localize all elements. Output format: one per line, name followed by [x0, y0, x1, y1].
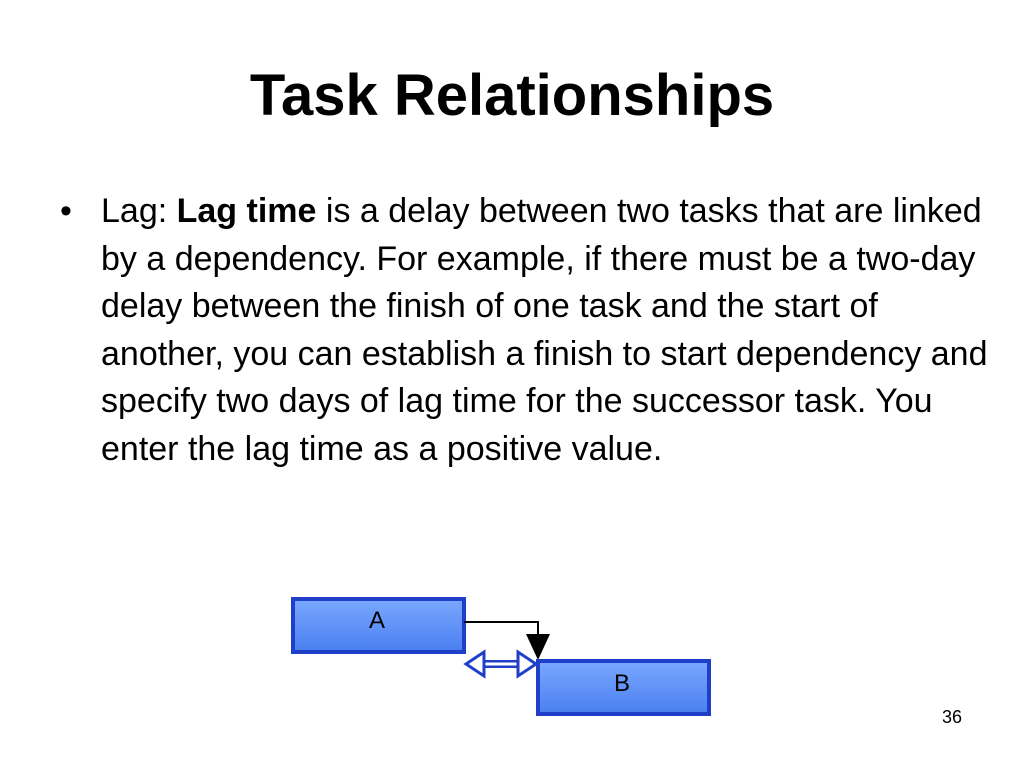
bullet-marker: •	[60, 192, 72, 230]
dependency-connector	[464, 622, 538, 634]
bullet-text: is a delay between two tasks that are linked by a dependency. For example, if there must be a two-day delay between the finish of one task and the start of another, you can establish a finish to start dependency and specify two days of lag time for the successor task. You enter the lag time as a positive value.	[101, 192, 988, 468]
bullet-lead: Lag:	[101, 192, 177, 230]
lag-dependency-diagram	[285, 590, 715, 720]
dependency-arrowhead	[526, 634, 550, 660]
lag-double-arrow	[466, 652, 536, 676]
task-b-label: B	[613, 670, 631, 697]
bullet-term: Lag time	[176, 192, 317, 230]
task-a-label: A	[368, 607, 386, 634]
slide-title: Task Relationships	[249, 63, 775, 128]
page-number: 36	[941, 707, 962, 727]
bullet-item-lag	[60, 188, 1000, 473]
bullet-list	[60, 188, 1000, 473]
